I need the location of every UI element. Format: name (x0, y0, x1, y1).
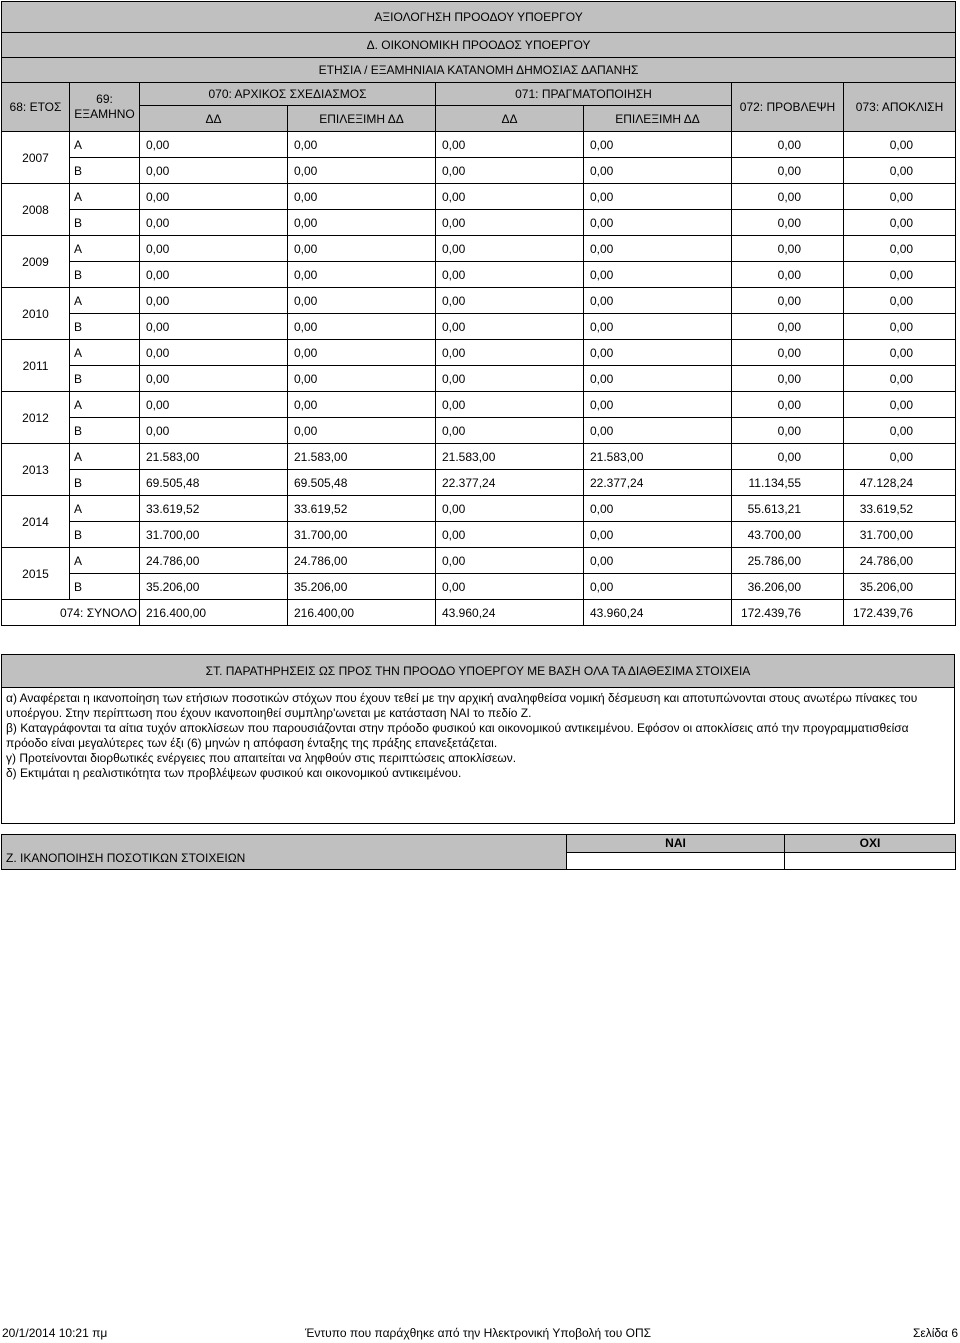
observation-line: γ) Προτείνονται διορθωτικές ενέργειες που απαιτείται να ληφθούν στις περιπτώσεις αποκλίσεων. (6, 751, 517, 765)
value-cell: 0,00 (436, 496, 584, 522)
table-row (2, 548, 956, 574)
value-cell: 0,00 (288, 314, 436, 340)
realization-dd-header: ΔΔ (436, 106, 584, 132)
value-cell: 21.583,00 (288, 444, 436, 470)
value-cell: 0,00 (584, 548, 732, 574)
page-footer (0, 1326, 960, 1340)
semester-cell: Α (70, 548, 140, 574)
footer-page-number: Σελίδα 6 (912, 1326, 958, 1340)
planning-eligible-header: ΕΠΙΛΕΞΙΜΗ ΔΔ (288, 106, 436, 132)
value-cell: 0,00 (140, 392, 288, 418)
value-cell: 0,00 (140, 366, 288, 392)
total-label: 074: ΣΥΝΟΛΟ (2, 600, 140, 626)
value-cell: 0,00 (436, 184, 584, 210)
value-cell: 0,00 (844, 418, 956, 444)
value-cell: 35.206,00 (140, 574, 288, 600)
value-cell: 0,00 (140, 288, 288, 314)
financial-progress-table (1, 1, 956, 626)
value-cell: 0,00 (584, 496, 732, 522)
value-cell: 0,00 (288, 366, 436, 392)
table-row (2, 262, 956, 288)
value-cell: 0,00 (436, 314, 584, 340)
value-cell: 0,00 (844, 366, 956, 392)
value-cell: 33.619,52 (140, 496, 288, 522)
year-cell: 2009 (2, 236, 70, 288)
table-row (2, 288, 956, 314)
table-row (2, 314, 956, 340)
section-d-title: Δ. ΟΙΚΟΝΟΜΙΚΗ ΠΡΟΟΔΟΣ ΥΠΟΕΡΓΟΥ (2, 33, 956, 58)
value-cell: 0,00 (288, 262, 436, 288)
value-cell: 0,00 (584, 574, 732, 600)
satisfaction-label: Ζ. ΙΚΑΝΟΠΟΙΗΣΗ ΠΟΣΟΤΙΚΩΝ ΣΤΟΙΧΕΙΩΝ (2, 835, 567, 870)
value-cell: 0,00 (844, 444, 956, 470)
value-cell: 11.134,55 (732, 470, 844, 496)
value-cell: 55.613,21 (732, 496, 844, 522)
satisfaction-table (1, 834, 956, 870)
semester-cell: Α (70, 184, 140, 210)
value-cell: 0,00 (140, 210, 288, 236)
value-cell: 0,00 (732, 288, 844, 314)
value-cell: 0,00 (584, 418, 732, 444)
year-header: 68: ΕΤΟΣ (2, 83, 70, 132)
table-row (2, 132, 956, 158)
value-cell: 0,00 (288, 236, 436, 262)
semester-cell: Β (70, 418, 140, 444)
total-row (2, 600, 956, 626)
value-cell: 0,00 (844, 392, 956, 418)
semester-cell: Α (70, 444, 140, 470)
value-cell: 0,00 (584, 158, 732, 184)
value-cell: 31.700,00 (288, 522, 436, 548)
semester-cell: Α (70, 392, 140, 418)
value-cell: 0,00 (844, 132, 956, 158)
value-cell: 0,00 (584, 288, 732, 314)
value-cell: 0,00 (732, 392, 844, 418)
total-value-cell: 172.439,76 (732, 600, 844, 626)
document-title: ΑΞΙΟΛΟΓΗΣΗ ΠΡΟΟΔΟΥ ΥΠΟΕΡΓΟΥ (2, 2, 956, 33)
value-cell: 0,00 (140, 158, 288, 184)
semester-cell: Α (70, 340, 140, 366)
value-cell: 21.583,00 (584, 444, 732, 470)
value-cell: 0,00 (584, 184, 732, 210)
value-cell: 0,00 (732, 184, 844, 210)
semester-cell: Β (70, 314, 140, 340)
value-cell: 0,00 (844, 236, 956, 262)
value-cell: 0,00 (436, 288, 584, 314)
value-cell: 0,00 (584, 340, 732, 366)
value-cell: 0,00 (584, 366, 732, 392)
value-cell: 22.377,24 (436, 470, 584, 496)
table-row (2, 522, 956, 548)
value-cell: 0,00 (844, 340, 956, 366)
planning-dd-header: ΔΔ (140, 106, 288, 132)
total-value-cell: 43.960,24 (436, 600, 584, 626)
value-cell: 0,00 (732, 210, 844, 236)
total-value-cell: 43.960,24 (584, 600, 732, 626)
semester-cell: Β (70, 470, 140, 496)
allocation-subtitle: ΕΤΗΣΙΑ / ΕΞΑΜΗΝΙΑΙΑ ΚΑΤΑΝΟΜΗ ΔΗΜΟΣΙΑΣ ΔΑΠΑΝΗΣ (2, 58, 956, 83)
year-cell: 2011 (2, 340, 70, 392)
value-cell: 0,00 (844, 262, 956, 288)
table-row (2, 574, 956, 600)
value-cell: 31.700,00 (844, 522, 956, 548)
value-cell: 0,00 (584, 236, 732, 262)
value-cell: 0,00 (732, 236, 844, 262)
value-cell: 0,00 (288, 418, 436, 444)
table-row (2, 470, 956, 496)
value-cell: 33.619,52 (844, 496, 956, 522)
value-cell: 0,00 (584, 392, 732, 418)
semester-cell: Β (70, 262, 140, 288)
value-cell: 0,00 (288, 132, 436, 158)
value-cell: 0,00 (732, 262, 844, 288)
year-cell: 2012 (2, 392, 70, 444)
value-cell: 0,00 (436, 392, 584, 418)
value-cell: 47.128,24 (844, 470, 956, 496)
value-cell: 69.505,48 (288, 470, 436, 496)
value-cell: 0,00 (844, 158, 956, 184)
value-cell: 0,00 (436, 418, 584, 444)
value-cell: 0,00 (288, 392, 436, 418)
year-cell: 2010 (2, 288, 70, 340)
observations-body (1, 687, 955, 824)
value-cell: 31.700,00 (140, 522, 288, 548)
value-cell: 0,00 (584, 210, 732, 236)
value-cell: 0,00 (140, 340, 288, 366)
value-cell: 0,00 (436, 522, 584, 548)
value-cell: 0,00 (140, 314, 288, 340)
footer-source: Έντυπο που παράχθηκε από την Ηλεκτρονική Υποβολή του ΟΠΣ (305, 1326, 652, 1340)
year-cell: 2007 (2, 132, 70, 184)
value-cell: 0,00 (140, 132, 288, 158)
table-row (2, 158, 956, 184)
semester-header: 69: ΕΞΑΜΗΝΟ (70, 83, 140, 132)
semester-cell: Β (70, 574, 140, 600)
value-cell: 24.786,00 (288, 548, 436, 574)
total-value-cell: 172.439,76 (844, 600, 956, 626)
value-cell: 0,00 (288, 288, 436, 314)
semester-cell: Α (70, 132, 140, 158)
value-cell: 0,00 (844, 184, 956, 210)
no-checkbox-cell[interactable] (785, 852, 956, 870)
value-cell: 0,00 (732, 340, 844, 366)
value-cell: 0,00 (844, 314, 956, 340)
semester-cell: Α (70, 496, 140, 522)
value-cell: 0,00 (732, 444, 844, 470)
observation-line: β) Καταγράφονται τα αίτια τυχόν αποκλίσεων που παρουσιάζονται στην πρόοδο φυσικού και οικονομικού αντικειμένου. Εφόσον οι αποκλίσεις από την προγραμματισθείσα πρόοδο είναι μεγαλύτερες των έξι (6) μηνών η απόφαση ένταξης της πράξης επανεξετάζεται. (6, 721, 909, 750)
planning-header: 070: ΑΡΧΙΚΟΣ ΣΧΕΔΙΑΣΜΟΣ (140, 83, 436, 106)
value-cell: 0,00 (288, 158, 436, 184)
value-cell: 69.505,48 (140, 470, 288, 496)
value-cell: 0,00 (732, 418, 844, 444)
value-cell: 36.206,00 (732, 574, 844, 600)
value-cell: 21.583,00 (140, 444, 288, 470)
total-value-cell: 216.400,00 (140, 600, 288, 626)
table-row (2, 184, 956, 210)
year-cell: 2013 (2, 444, 70, 496)
table-row (2, 496, 956, 522)
table-row (2, 366, 956, 392)
value-cell: 0,00 (140, 236, 288, 262)
footer-timestamp: 20/1/2014 10:21 πμ (2, 1326, 108, 1340)
year-cell: 2014 (2, 496, 70, 548)
table-row (2, 210, 956, 236)
semester-cell: Β (70, 210, 140, 236)
semester-cell: Α (70, 236, 140, 262)
value-cell: 0,00 (436, 210, 584, 236)
value-cell: 24.786,00 (140, 548, 288, 574)
yes-header: ΝΑΙ (567, 835, 785, 853)
value-cell: 22.377,24 (584, 470, 732, 496)
value-cell: 0,00 (436, 548, 584, 574)
total-value-cell: 216.400,00 (288, 600, 436, 626)
semester-cell: Β (70, 158, 140, 184)
semester-cell: Β (70, 522, 140, 548)
observation-line: δ) Εκτιμάται η ρεαλιστικότητα των προβλέψεων φυσικού και οικονομικού αντικειμένου. (6, 766, 462, 780)
table-row (2, 236, 956, 262)
value-cell: 0,00 (732, 158, 844, 184)
value-cell: 43.700,00 (732, 522, 844, 548)
value-cell: 0,00 (844, 210, 956, 236)
observation-line: α) Αναφέρεται η ικανοποίηση των ετήσιων ποσοτικών στόχων που έχουν τεθεί με την αρχική αναληφθείσα νομική δέσμευση και αποτυπώνονται στους ανωτέρω πίνακες του υποέργου. Στην περίπτωση που έχουν ικανοποιηθεί συμπληρ'ωνεται με κατάσταση ΝΑΙ το πεδίο Ζ. (6, 691, 918, 720)
year-cell: 2015 (2, 548, 70, 600)
semester-cell: Β (70, 366, 140, 392)
value-cell: 0,00 (584, 132, 732, 158)
value-cell: 0,00 (140, 184, 288, 210)
value-cell: 24.786,00 (844, 548, 956, 574)
yes-checkbox-cell[interactable] (567, 852, 785, 870)
realization-eligible-header: ΕΠΙΛΕΞΙΜΗ ΔΔ (584, 106, 732, 132)
value-cell: 0,00 (436, 236, 584, 262)
value-cell: 0,00 (436, 366, 584, 392)
value-cell: 0,00 (436, 132, 584, 158)
value-cell: 0,00 (584, 314, 732, 340)
value-cell: 0,00 (288, 210, 436, 236)
table-row (2, 340, 956, 366)
value-cell: 33.619,52 (288, 496, 436, 522)
observations-header: ΣΤ. ΠΑΡΑΤΗΡΗΣΕΙΣ ΩΣ ΠΡΟΣ ΤΗΝ ΠΡΟΟΔΟ ΥΠΟΕΡΓΟΥ ΜΕ ΒΑΣΗ ΟΛΑ ΤΑ ΔΙΑΘΕΣΙΜΑ ΣΤΟΙΧΕΙΑ (1, 654, 955, 688)
table-row (2, 418, 956, 444)
value-cell: 35.206,00 (844, 574, 956, 600)
forecast-header: 072: ΠΡΟΒΛΕΨΗ (732, 83, 844, 132)
realization-header: 071: ΠΡΑΓΜΑΤΟΠΟΙΗΣΗ (436, 83, 732, 106)
value-cell: 21.583,00 (436, 444, 584, 470)
value-cell: 0,00 (436, 158, 584, 184)
value-cell: 0,00 (732, 314, 844, 340)
table-row (2, 392, 956, 418)
value-cell: 0,00 (844, 288, 956, 314)
semester-cell: Α (70, 288, 140, 314)
value-cell: 0,00 (140, 418, 288, 444)
value-cell: 35.206,00 (288, 574, 436, 600)
value-cell: 0,00 (436, 574, 584, 600)
value-cell: 0,00 (140, 262, 288, 288)
table-row (2, 444, 956, 470)
value-cell: 0,00 (732, 366, 844, 392)
value-cell: 0,00 (288, 340, 436, 366)
value-cell: 0,00 (436, 262, 584, 288)
value-cell: 0,00 (436, 340, 584, 366)
deviation-header: 073: ΑΠΟΚΛΙΣΗ (844, 83, 956, 132)
value-cell: 0,00 (732, 132, 844, 158)
value-cell: 0,00 (584, 522, 732, 548)
year-cell: 2008 (2, 184, 70, 236)
value-cell: 0,00 (584, 262, 732, 288)
no-header: ΟΧΙ (785, 835, 956, 853)
value-cell: 0,00 (288, 184, 436, 210)
value-cell: 25.786,00 (732, 548, 844, 574)
